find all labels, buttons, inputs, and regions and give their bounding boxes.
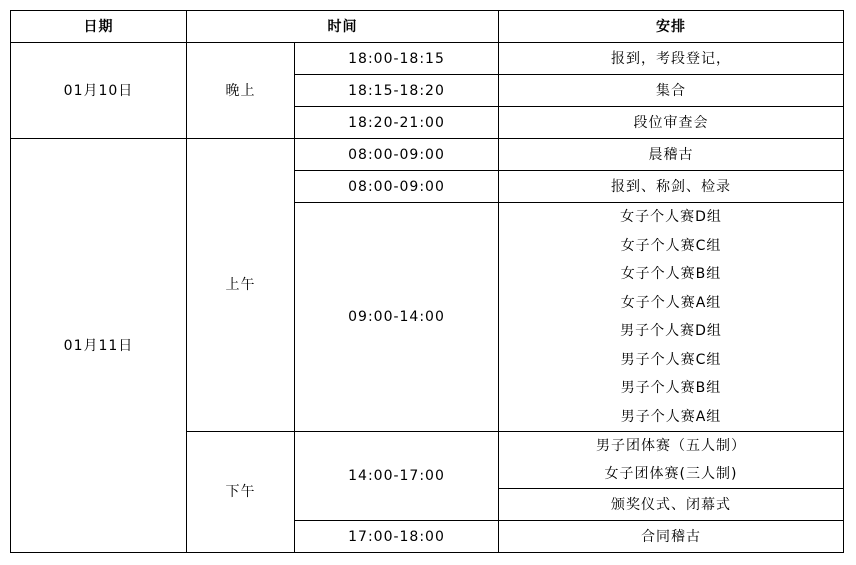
time-cell: 09:00-14:00 (295, 203, 499, 432)
list-item: 女子个人赛B组 (620, 266, 722, 282)
time-cell: 08:00-09:00 (295, 171, 499, 203)
time-cell: 14:00-17:00 (295, 432, 499, 521)
arrangement-cell: 颁奖仪式、闭幕式 (499, 489, 844, 521)
arrangement-cell: 报到，考段登记， (499, 43, 844, 75)
schedule-table (10, 10, 844, 553)
list-item: 男子个人赛C组 (620, 351, 722, 368)
list-item: 女子个人赛C组 (620, 237, 722, 254)
list-item: 男子个人赛D组 (620, 323, 722, 339)
time-cell: 08:00-09:00 (295, 139, 499, 171)
schedule-container (10, 10, 844, 553)
arrangement-cell: 晨稽古 (499, 139, 844, 171)
period-cell-evening: 晚上 (187, 43, 295, 139)
list-item: 女子个人赛A组 (620, 294, 722, 311)
time-cell: 18:20-21:00 (295, 107, 499, 139)
list-item: 男子个人赛B组 (620, 380, 722, 396)
time-cell: 17:00-18:00 (295, 521, 499, 553)
time-cell: 18:00-18:15 (295, 43, 499, 75)
arrangement-cell: 合同稽古 (499, 521, 844, 553)
list-item: 女子个人赛D组 (620, 209, 722, 225)
period-cell-morning: 上午 (187, 139, 295, 432)
period-cell-afternoon: 下午 (187, 432, 295, 553)
header-arrangement: 安排 (499, 11, 844, 43)
arrangement-cell: 报到、称剑、检录 (499, 171, 844, 203)
date-cell-day1: 01月10日 (11, 43, 187, 139)
arrangement-cell-list (499, 432, 844, 489)
list-item: 男子个人赛A组 (620, 408, 722, 425)
table-row (11, 43, 844, 75)
arrangement-cell: 集合 (499, 75, 844, 107)
arrangement-cell-list (499, 203, 844, 432)
arrangement-cell: 段位审查会 (499, 107, 844, 139)
table-row (11, 139, 844, 171)
list-item: 男子团体赛（五人制） (596, 438, 746, 454)
header-date: 日期 (11, 11, 187, 43)
time-cell: 18:15-18:20 (295, 75, 499, 107)
header-time: 时间 (187, 11, 499, 43)
header-row (11, 11, 844, 43)
date-cell-day2: 01月11日 (11, 139, 187, 553)
list-item: 女子团体赛(三人制) (604, 466, 738, 482)
